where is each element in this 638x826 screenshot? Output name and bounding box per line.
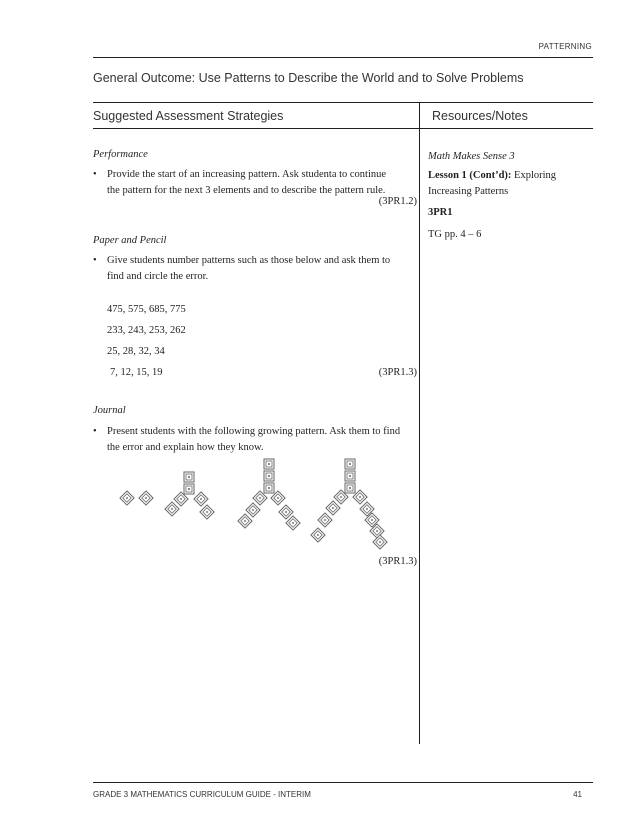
resource-outcome-code: 3PR1 <box>428 207 453 218</box>
journal-item <box>93 424 415 456</box>
pattern-figure-4 <box>311 459 387 549</box>
journal-outcome-code: (3PR1.3) <box>378 556 417 567</box>
footer-rule <box>93 782 593 783</box>
resource-book-title: Math Makes Sense 3 <box>428 151 515 162</box>
paper-pencil-outcome-code: (3PR1.3) <box>378 367 417 378</box>
growing-pattern-figure <box>112 455 402 550</box>
footer-guide-title: GRADE 3 MATHEMATICS CURRICULUM GUIDE - INTERIM <box>93 790 311 799</box>
outcome-rule <box>93 102 593 103</box>
pattern-figure-3 <box>238 459 300 530</box>
paper-pencil-heading: Paper and Pencil <box>93 235 167 246</box>
journal-heading: Journal <box>93 405 126 416</box>
general-outcome: General Outcome: Use Patterns to Describe the World and to Solve Problems <box>93 71 524 85</box>
bullet: • <box>93 426 97 437</box>
lesson-label: Lesson 1 (Cont’d): <box>428 170 512 181</box>
column-divider <box>419 102 420 744</box>
resource-lesson <box>428 168 598 200</box>
number-pattern: 475, 575, 685, 775 <box>107 304 186 315</box>
section-label: PATTERNING <box>538 42 592 51</box>
performance-item <box>93 167 415 199</box>
performance-text: Provide the start of an increasing pattern. Ask studenta to continue the pattern for the next 3 elements and to describe the pattern rule. <box>107 169 387 196</box>
resource-pages: TG pp. 4 – 6 <box>428 229 482 240</box>
paper-pencil-item <box>93 253 415 285</box>
journal-text: Present students with the following growing pattern. Ask them to find the error and explain how they know. <box>107 426 401 453</box>
lesson-title: Exploring Increasing Patterns <box>428 170 557 197</box>
column-heading-rule <box>93 128 593 129</box>
number-pattern: 233, 243, 253, 262 <box>107 325 186 336</box>
number-pattern: 25, 28, 32, 34 <box>107 346 165 357</box>
performance-heading: Performance <box>93 149 148 160</box>
performance-outcome-code: (3PR1.2) <box>378 196 417 207</box>
column-heading-resources: Resources/Notes <box>432 109 528 123</box>
column-heading-strategies: Suggested Assessment Strategies <box>93 109 284 123</box>
pattern-figure-1 <box>120 491 153 505</box>
page-number: 41 <box>573 790 582 799</box>
header-rule <box>93 57 593 58</box>
pattern-figure-2 <box>165 472 214 519</box>
paper-pencil-text: Give students number patterns such as those below and ask them to find and circle the error. <box>107 255 391 282</box>
bullet: • <box>93 169 97 180</box>
bullet: • <box>93 255 97 266</box>
number-pattern: 7, 12, 15, 19 <box>110 367 163 378</box>
